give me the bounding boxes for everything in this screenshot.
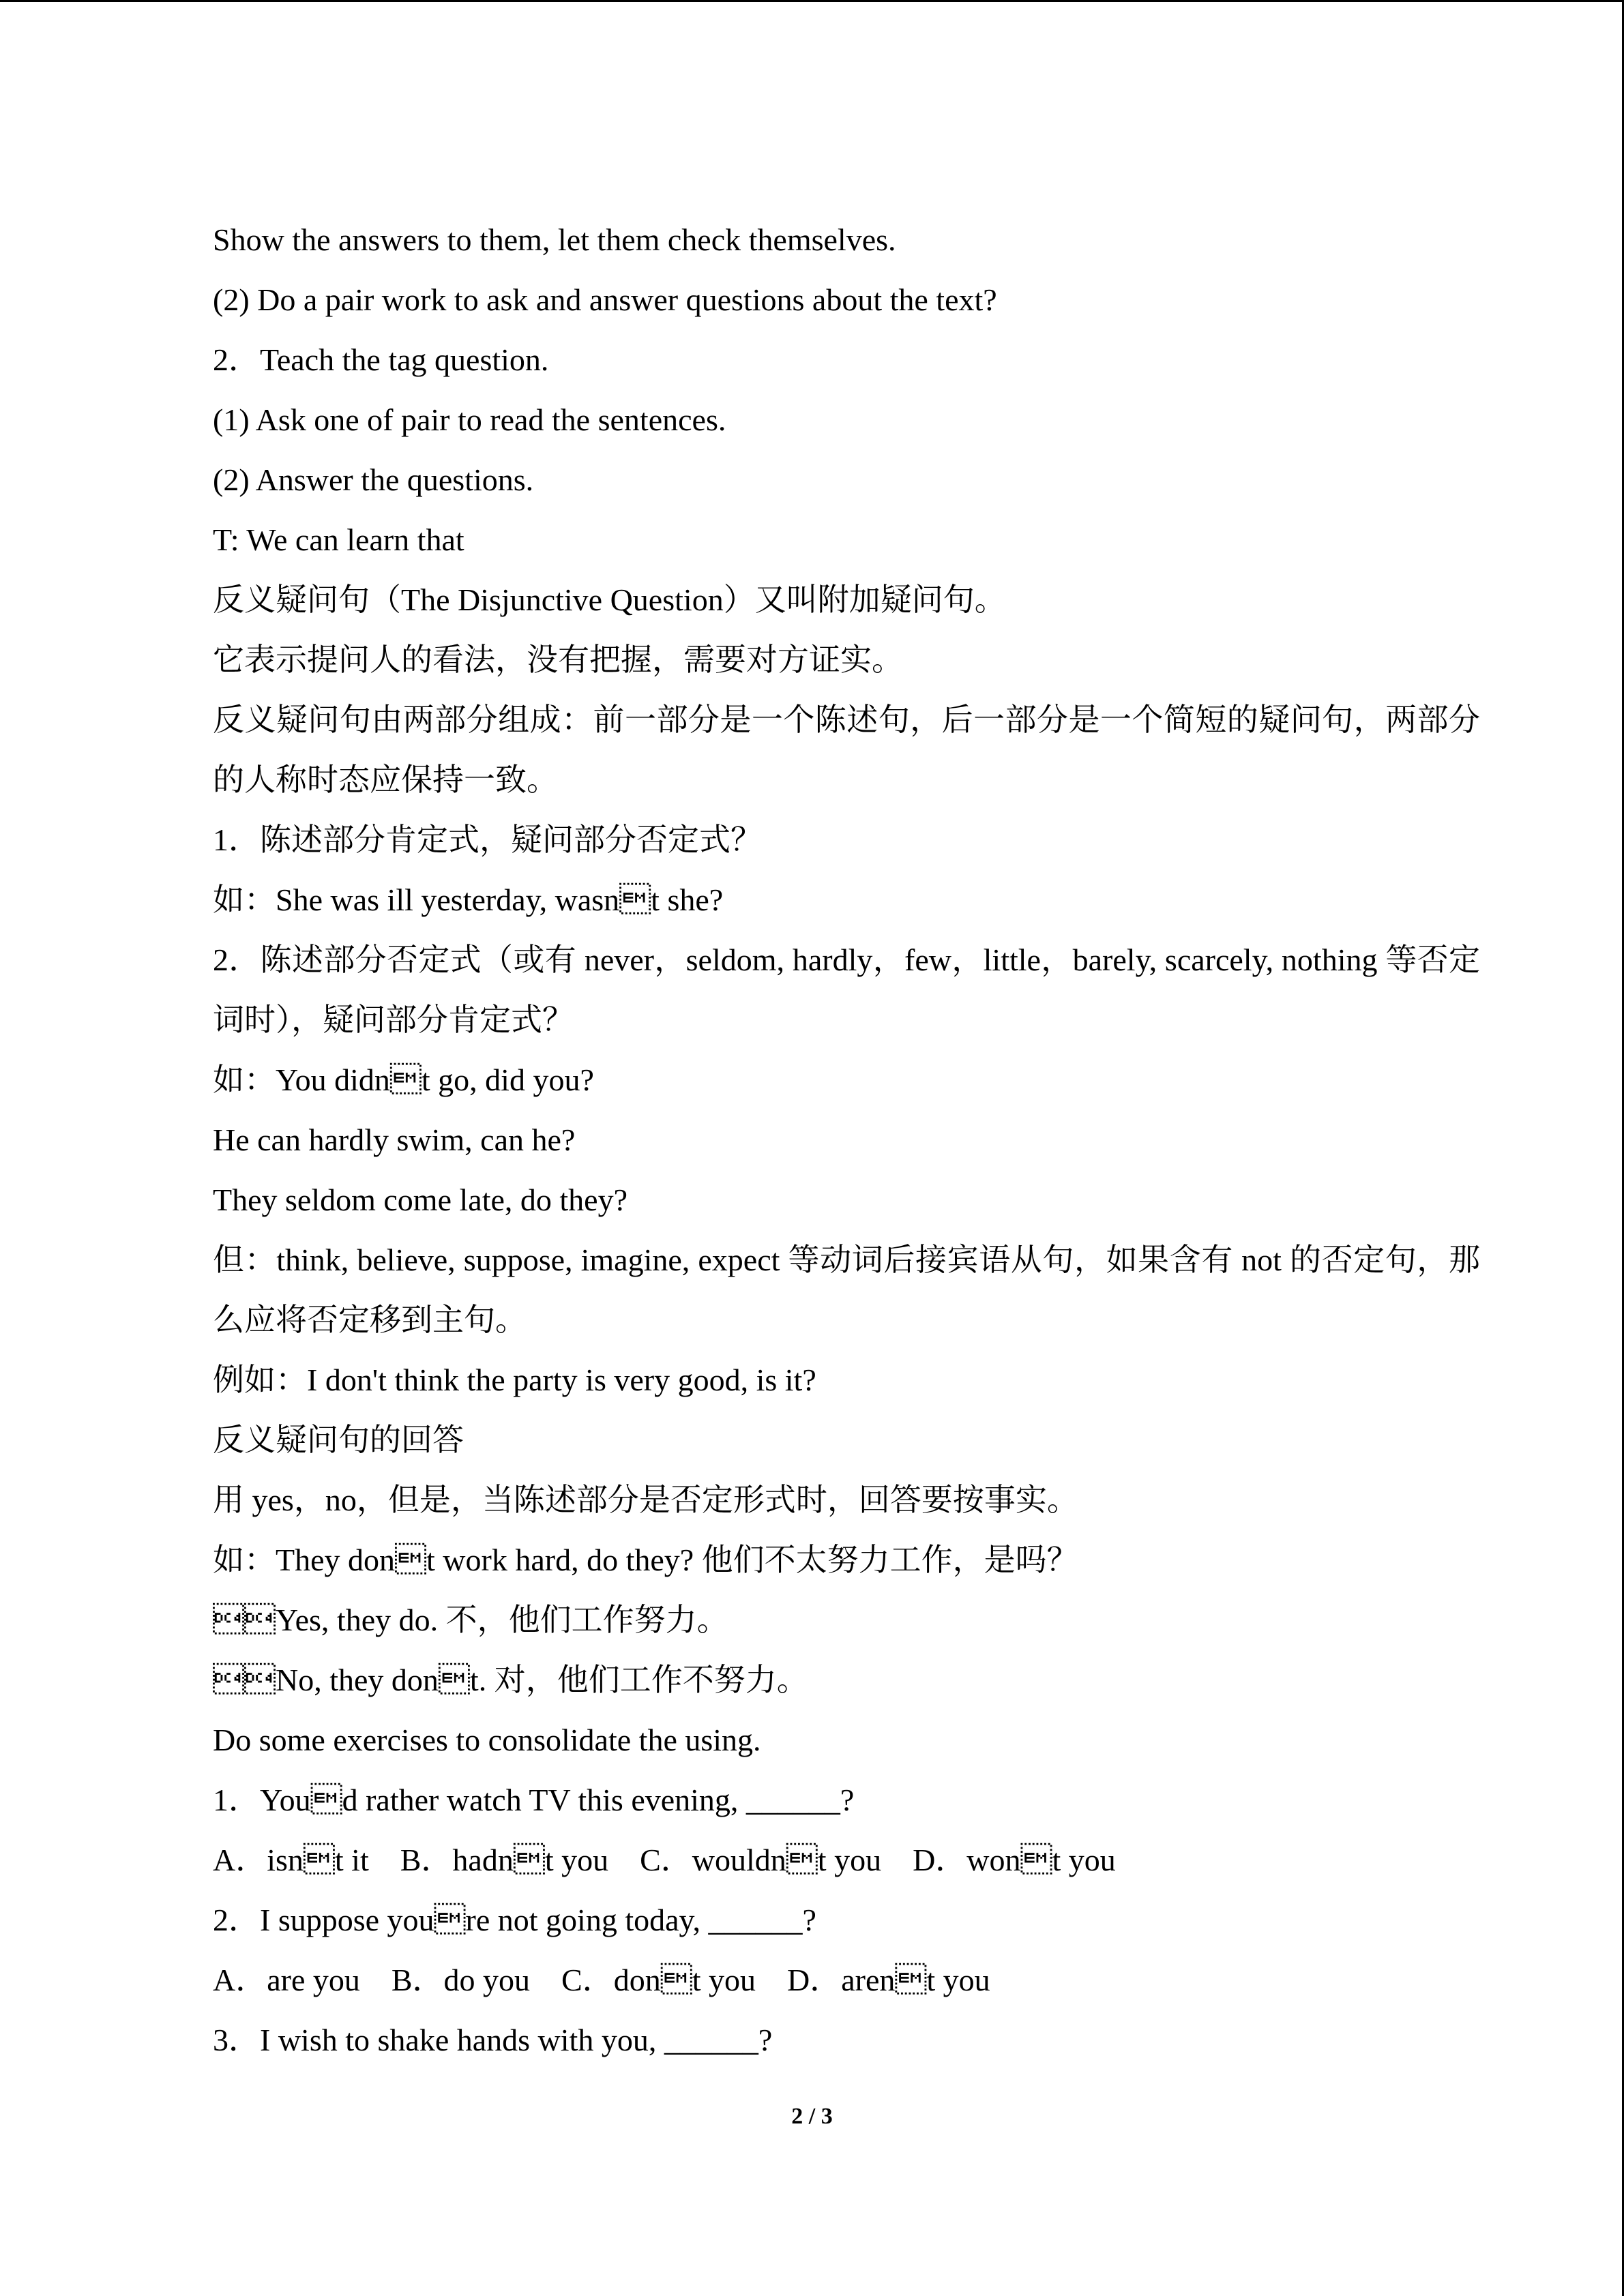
exercise-question: 1．Youd rather watch TV this evening, ______?	[213, 1783, 855, 1817]
text-paragraph: 反义疑问句由两部分组成：前一部分是一个陈述句，后一部分是一个简短的疑问句，两部分的人称时态应保持一致。	[213, 702, 1480, 797]
text-line: 如：They dont work hard, do they? 他们不太努力工作，是吗？	[213, 1542, 1078, 1577]
top-border-rule	[0, 0, 1624, 2]
text-line: Do some exercises to consolidate the using.	[213, 1723, 761, 1757]
text-line: They seldom come late, do they?	[213, 1182, 628, 1217]
exercise-question: 2．I suppose youre not going today, ______?	[213, 1903, 816, 1937]
text-line: 2．Teach the tag question.	[213, 342, 549, 377]
exercise-options: A．isnt it B．hadnt you C．wouldnt you D．wont you	[213, 1843, 1116, 1877]
page-number: 2 / 3	[791, 2104, 833, 2129]
text-line: He can hardly swim, can he?	[213, 1122, 576, 1157]
text-paragraph: 但：think, believe, suppose, imagine, expect 等动词后接宾语从句，如果含有 not 的否定句，那么应将否定移到主句。	[213, 1242, 1480, 1337]
text-line: 用 yes，no，但是，当陈述部分是否定形式时，回答要按事实。	[213, 1482, 1078, 1517]
document-body	[150, 210, 1480, 2070]
text-paragraph: 2．陈述部分否定式（或有 never，seldom, hardly，few，little，barely, scarcely, nothing 等否定词时），疑问部分肯定式？	[213, 942, 1480, 1037]
exercise-question: 3．I wish to shake hands with you, ______?	[213, 2023, 773, 2057]
text-line: T: We can learn that	[213, 522, 464, 557]
text-line: 反义疑问句（The Disjunctive Question）又叫附加疑问句。	[213, 582, 1006, 617]
exercise-options: A．are you B．do you C．dont you D．arent you	[213, 1963, 990, 1997]
text-line: (2) Do a pair work to ask and answer questions about the text?	[213, 282, 997, 317]
text-line: 如：She was ill yesterday, wasnt she?	[213, 882, 724, 917]
text-line: (2) Answer the questions.	[213, 462, 534, 497]
text-line: 如：You didnt go, did you?	[213, 1062, 594, 1097]
text-line: Yes, they do. 不，他们工作努力。	[213, 1602, 728, 1637]
text-line: No, they dont. 对，他们工作不努力。	[213, 1663, 808, 1697]
text-line: 例如：I don't think the party is very good, is it?	[213, 1362, 816, 1397]
text-line: Show the answers to them, let them check themselves.	[213, 222, 896, 257]
text-line: 反义疑问句的回答	[213, 1422, 464, 1457]
text-line: (1) Ask one of pair to read the sentences.	[213, 402, 726, 437]
text-line: 它表示提问人的看法，没有把握，需要对方证实。	[213, 642, 903, 677]
text-line: 1．陈述部分肯定式，疑问部分否定式？	[213, 822, 762, 857]
